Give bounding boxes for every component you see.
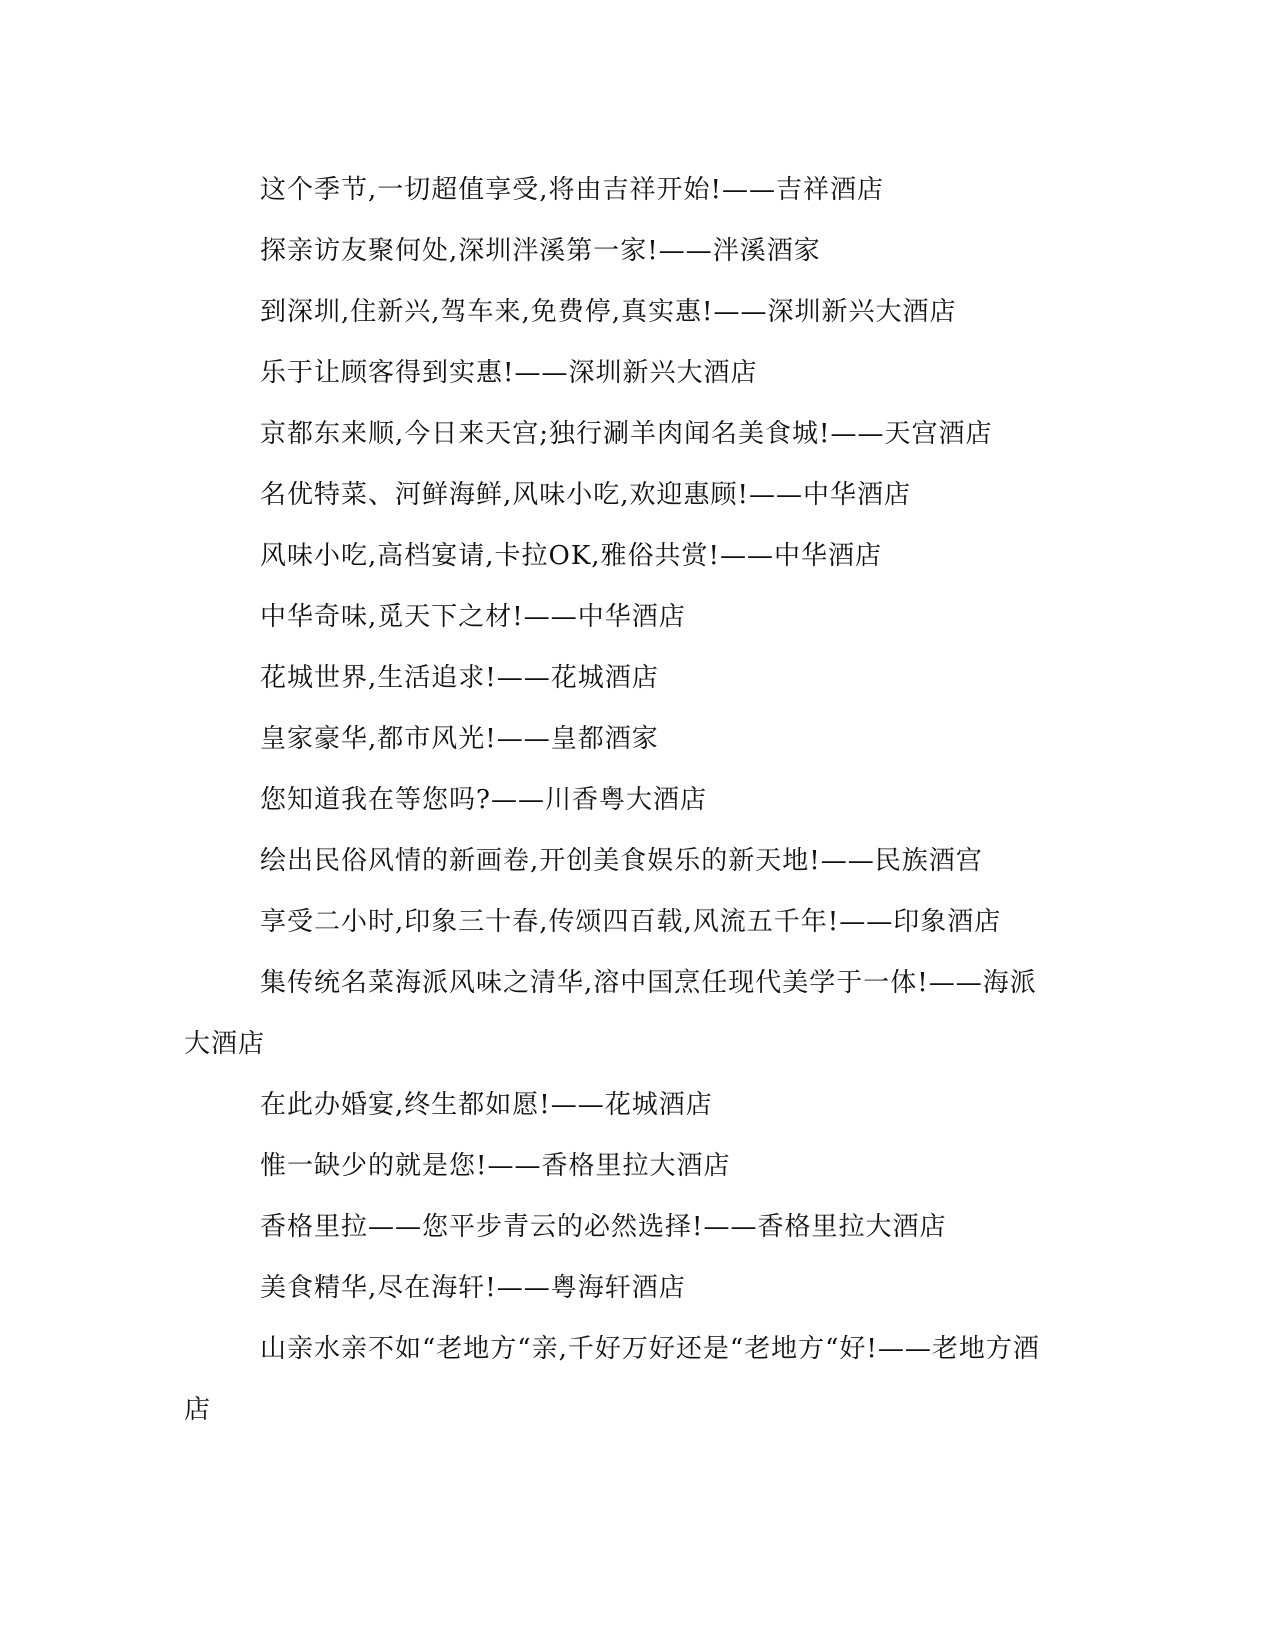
document-body [184, 160, 1059, 1441]
paragraph-8: 中华奇味,觅天下之材!——中华酒店 [260, 602, 686, 632]
paragraph-1: 这个季节,一切超值享受,将由吉祥开始!——吉祥酒店 [260, 175, 884, 205]
paragraph-7: 风味小吃,高档宴请,卡拉OK,雅俗共赏!——中华酒店 [260, 541, 882, 571]
paragraph-12: 绘出民俗风情的新画卷,开创美食娱乐的新天地!——民族酒宫 [260, 846, 983, 876]
paragraph-15: 在此办婚宴,终生都如愿!——花城酒店 [260, 1090, 713, 1120]
paragraph-16: 惟一缺少的就是您!——香格里拉大酒店 [260, 1151, 731, 1181]
paragraph-14: 集传统名菜海派风味之清华,溶中国烹任现代美学于一体!——海派大酒店 [184, 968, 1037, 1059]
paragraph-11: 您知道我在等您吗?——川香粤大酒店 [260, 785, 707, 815]
paragraph-4: 乐于让顾客得到实惠!——深圳新兴大酒店 [260, 358, 758, 388]
paragraph-13: 享受二小时,印象三十春,传颂四百载,风流五千年!——印象酒店 [260, 907, 1002, 937]
paragraph-5: 京都东来顺,今日来天宫;独行涮羊肉闻名美食城!——天宫酒店 [260, 419, 993, 449]
paragraph-17: 香格里拉——您平步青云的必然选择!——香格里拉大酒店 [260, 1212, 947, 1242]
paragraph-10: 皇家豪华,都市风光!——皇都酒家 [260, 724, 659, 754]
paragraph-18: 美食精华,尽在海轩!——粤海轩酒店 [260, 1273, 686, 1303]
paragraph-19: 山亲水亲不如“老地方“亲,千好万好还是“老地方“好!——老地方酒店 [184, 1334, 1040, 1425]
paragraph-9: 花城世界,生活追求!——花城酒店 [260, 663, 659, 693]
paragraph-6: 名优特菜、河鲜海鲜,风味小吃,欢迎惠顾!——中华酒店 [260, 480, 911, 510]
paragraph-2: 探亲访友聚何处,深圳泮溪第一家!——泮溪酒家 [260, 236, 821, 266]
paragraph-3: 到深圳,住新兴,驾车来,免费停,真实惠!——深圳新兴大酒店 [260, 297, 957, 327]
